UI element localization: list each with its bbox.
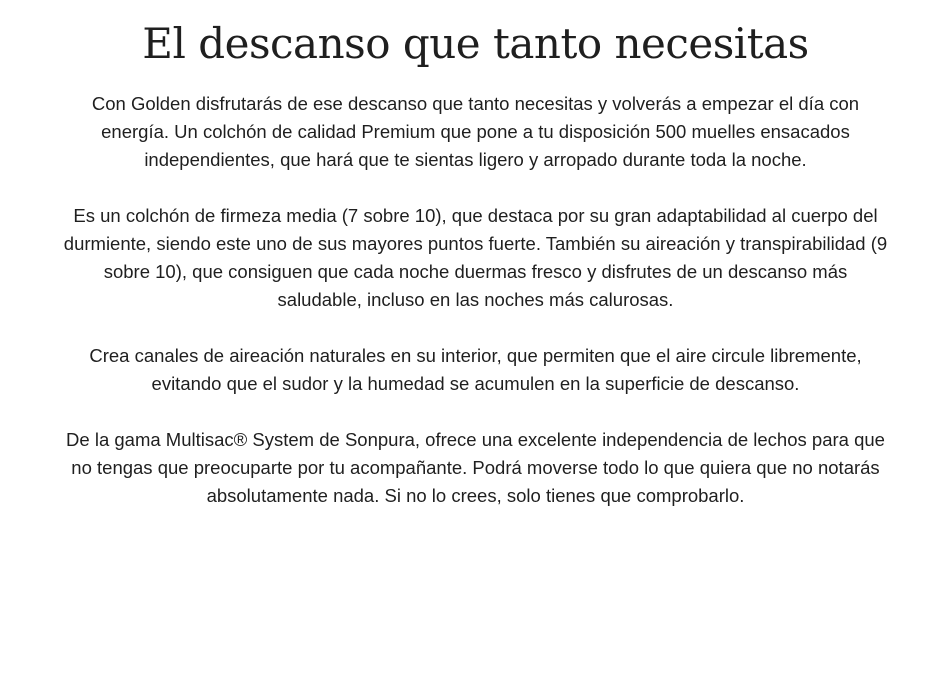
page-title: El descanso que tanto necesitas <box>142 19 809 68</box>
paragraph-firmness: Es un colchón de firmeza media (7 sobre 10), que destaca por su gran adaptabilidad al cuerpo del durmiente, siendo este uno de sus mayores puntos fuerte. También su aireación y transpirabilidad (9 sobre 10), que consiguen que cada noche duermas fresco y disfrutes de un descanso más saludable, incluso en las noches más calurosas. <box>63 205 888 310</box>
paragraph-intro: Con Golden disfrutarás de ese descanso que tanto necesitas y volverás a empezar el día con energía. Un colchón de calidad Premium que pone a tu disposición 500 muelles ensacados independientes, que hará que te sientas ligero y arropado durante toda la noche. <box>91 93 860 170</box>
paragraph-aeration: Crea canales de aireación naturales en su interior, que permiten que el aire circule libremente, evitando que el sudor y la humedad se acumulen en la superficie de descanso. <box>89 345 862 394</box>
paragraph-independence: De la gama Multisac® System de Sonpura, ofrece una excelente independencia de lechos para que no tengas que preocuparte por tu acompañante. Podrá moverse todo lo que quiera que no notarás absolutamente nada. Si no lo crees, solo tienes que comprobarlo. <box>66 429 885 506</box>
